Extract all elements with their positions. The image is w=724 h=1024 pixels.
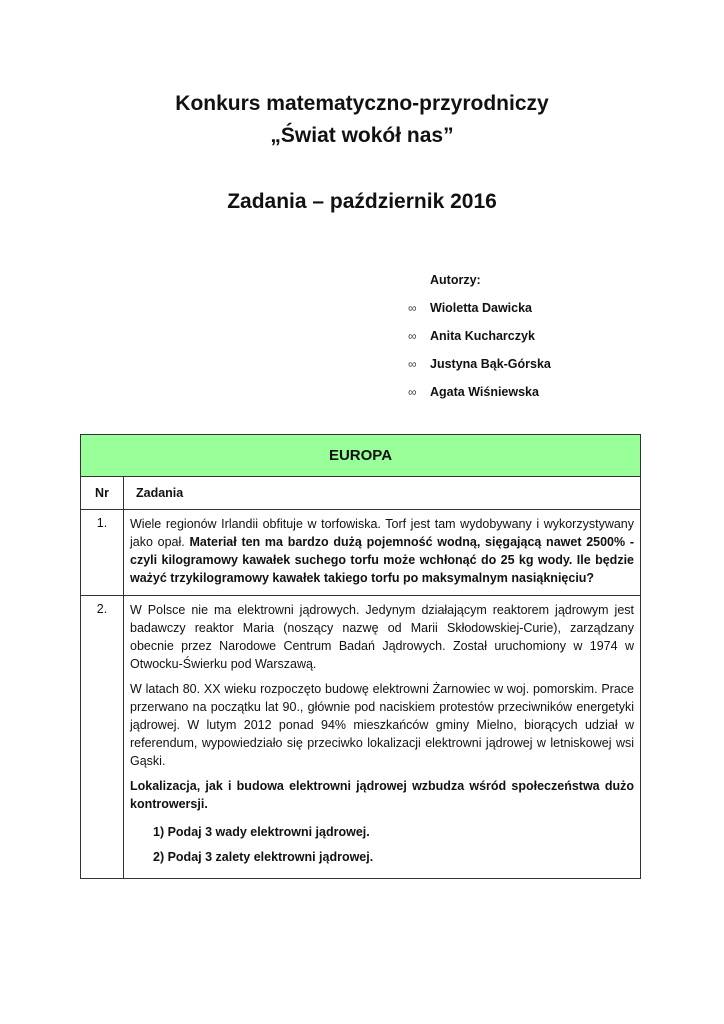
author-item <box>408 294 551 322</box>
author-name: Anita Kucharczyk <box>430 329 535 343</box>
column-header-nr: Nr <box>81 477 124 510</box>
column-header-tasks: Zadania <box>124 477 641 510</box>
author-item <box>408 378 551 406</box>
infinity-icon: ∞ <box>408 385 417 399</box>
authors-label: Autorzy: <box>430 273 481 287</box>
tasks-heading: Zadania – październik 2016 <box>227 190 497 213</box>
task-content <box>124 596 641 879</box>
authors-list <box>408 266 551 406</box>
task-text: Wiele regionów Irlandii obfituje w torfowiska. Torf jest tam wydobywany i wykorzystywany jako opał. <box>130 517 634 549</box>
contest-subtitle: „Świat wokół nas” <box>270 124 454 147</box>
task-question: Materiał ten ma bardzo dużą pojemność wodną, sięgającą nawet 2500% - czyli kilogramowy kawałek suchego torfu może wchłonąć do 25 kg wody. Ile będzie ważyć trzykilogramowy kawałek takiego torfu po maksymalnym nasiąknięciu? <box>130 535 635 585</box>
list-item: 2) Podaj 3 zalety elektrowni jądrowej. <box>153 850 374 864</box>
infinity-icon: ∞ <box>408 301 417 315</box>
author-name: Justyna Bąk-Górska <box>430 357 551 371</box>
task-content <box>124 510 641 596</box>
tasks-table <box>80 434 641 879</box>
infinity-icon: ∞ <box>408 329 417 343</box>
task-question: Lokalizacja, jak i budowa elektrowni jądrowej wzbudza wśród społeczeństwa dużo kontrowersji. <box>130 779 634 811</box>
task-number: 2. <box>81 596 124 879</box>
section-title: EUROPA <box>81 435 641 477</box>
task-list <box>130 820 634 870</box>
task-paragraph: W Polsce nie ma elektrowni jądrowych. Jedynym działającym reaktorem jądrowym jest badawczy reaktor Maria (noszący nazwę od Marii Skłodowskiej-Curie), zarządzany obecnie przez Narodowe Centrum Badań Jądrowych. Został uruchomiony w 1974 w Otwocku-Świerku pod Warszawą. <box>130 603 634 671</box>
list-item: 1) Podaj 3 wady elektrowni jądrowej. <box>153 825 370 839</box>
task-paragraph: W latach 80. XX wieku rozpoczęto budowę elektrowni Żarnowiec w woj. pomorskim. Prace przerwano na początku lat 90., głównie pod naciskiem protestów przeciwników energetyki jądrowej. W lutym 2012 ponad 94% mieszkańców gminy Mielno, biorących udział w referendum, wypowiedziało się przeciwko lokalizacji elektrowni jądrowej w letniskowej wsi Gąski. <box>130 682 634 768</box>
contest-title: Konkurs matematyczno-przyrodniczy <box>175 92 549 115</box>
infinity-icon: ∞ <box>408 357 417 371</box>
task-number: 1. <box>81 510 124 596</box>
author-item <box>408 350 551 378</box>
table-row <box>81 510 641 596</box>
table-row <box>81 596 641 879</box>
author-name: Agata Wiśniewska <box>430 385 539 399</box>
author-item <box>408 322 551 350</box>
author-name: Wioletta Dawicka <box>430 301 533 315</box>
